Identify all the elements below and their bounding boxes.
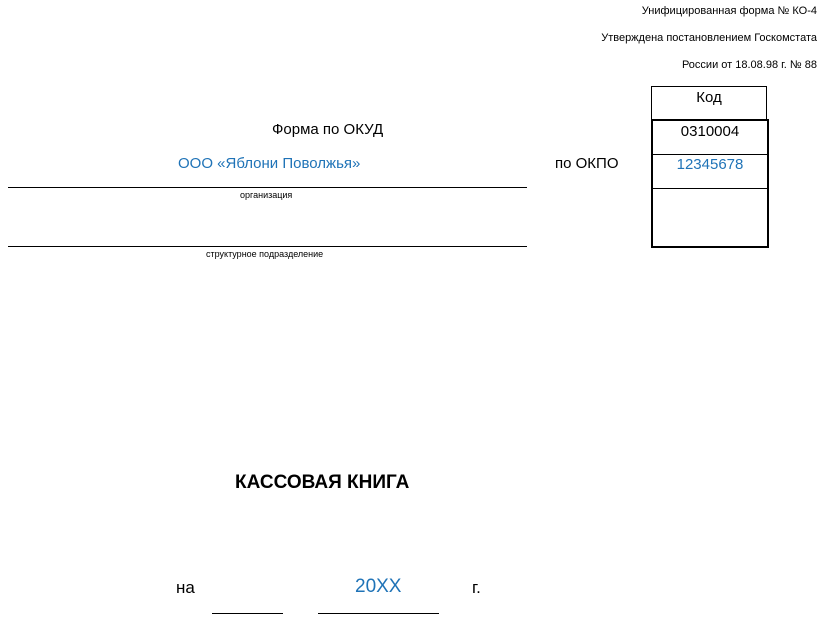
- organization-caption: организация: [240, 190, 293, 200]
- year-suffix: г.: [472, 578, 481, 597]
- year-prefix: на: [176, 578, 195, 597]
- organization-name: ООО «Яблони Поволжья»: [178, 155, 361, 172]
- code-row-divider: [653, 154, 767, 155]
- okud-label: Форма по ОКУД: [272, 121, 384, 138]
- code-table-header: Код: [651, 86, 767, 119]
- year-underline: [318, 613, 439, 614]
- code-row-divider: [653, 188, 767, 189]
- okpo-code: 12345678: [676, 156, 744, 173]
- year-value: 20XX: [355, 576, 402, 597]
- document-title: КАССОВАЯ КНИГА: [235, 472, 410, 493]
- approval-header: Утверждена постановлением Госкомстата: [601, 32, 817, 44]
- form-code-header: Унифицированная форма № КО-4: [641, 5, 817, 17]
- approval-date-header: России от 18.08.98 г. № 88: [681, 59, 817, 71]
- day-underline: [212, 613, 283, 614]
- subdivision-underline: [8, 246, 527, 247]
- code-table: [651, 119, 769, 248]
- subdivision-caption: структурное подразделение: [206, 249, 324, 259]
- okpo-label: по ОКПО: [555, 155, 619, 172]
- organization-underline: [8, 187, 527, 188]
- okud-code: 0310004: [680, 123, 740, 140]
